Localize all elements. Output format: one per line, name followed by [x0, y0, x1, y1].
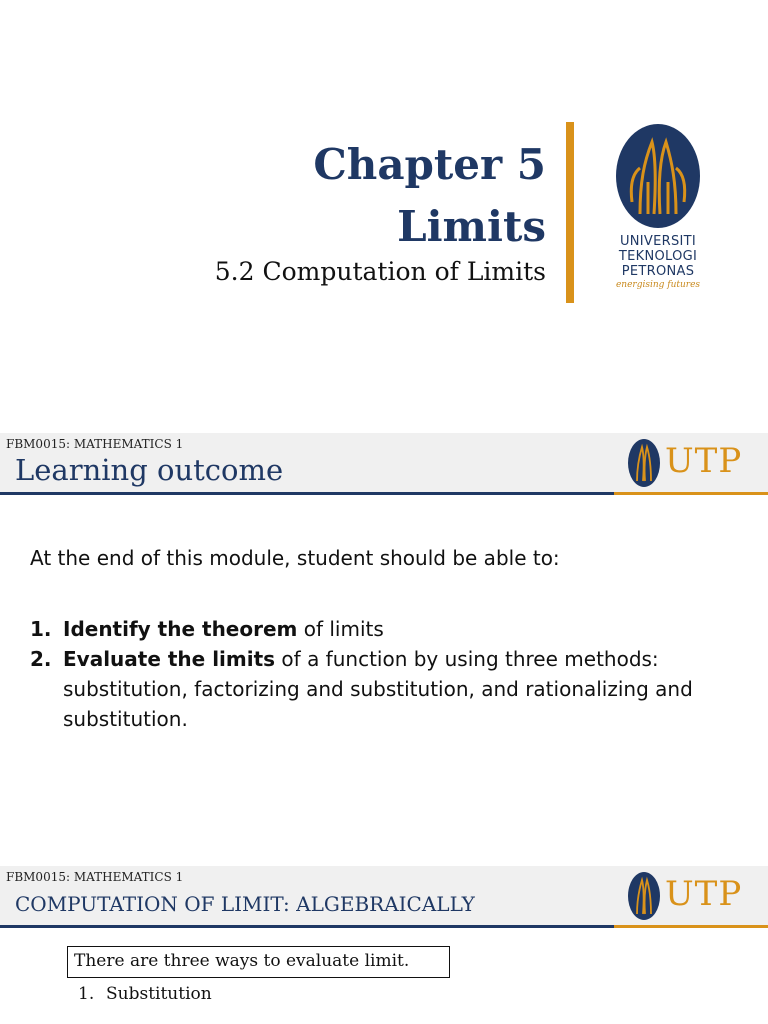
list-number: 1.	[78, 984, 95, 1004]
utp-emblem-icon	[626, 437, 662, 489]
divider	[566, 122, 574, 303]
slide-header-learning-outcome	[0, 433, 768, 495]
slide-heading: COMPUTATION OF LIMIT: ALGEBRAICALLY	[15, 892, 475, 916]
chapter-number: Chapter 5	[313, 140, 546, 189]
list-item	[78, 984, 212, 1004]
title-slide	[0, 0, 768, 400]
header-rule-blue	[0, 925, 614, 928]
list-number: 2.	[30, 647, 52, 671]
logo-name: UNIVERSITI TEKNOLOGI PETRONAS	[618, 234, 698, 279]
utp-emblem-icon	[610, 122, 706, 230]
method-list	[78, 984, 212, 1004]
outcome-text: of limits	[297, 617, 384, 641]
header-rule-gold	[614, 925, 768, 928]
chapter-subtitle: 5.2 Computation of Limits	[214, 257, 546, 286]
list-item	[30, 644, 730, 734]
outcome-key-phrase: Evaluate the limits	[63, 647, 276, 671]
utp-emblem-icon	[626, 870, 662, 922]
header-rule-gold	[614, 492, 768, 495]
slide-header-computation	[0, 866, 768, 928]
header-rule-blue	[0, 492, 614, 495]
chapter-topic: Limits	[397, 202, 546, 251]
course-code: FBM0015: MATHEMATICS 1	[6, 870, 184, 884]
slide-heading: Learning outcome	[15, 453, 284, 487]
logo-tagline: energising futures	[615, 280, 701, 290]
outcome-list	[30, 614, 730, 734]
list-item	[30, 614, 730, 644]
list-number: 1.	[30, 617, 52, 641]
utp-wordmark: UTP	[665, 874, 743, 914]
outcome-text: of a function by using three methods: substitution, factorizing and substitution, and rationalizing and substitution.	[63, 647, 693, 731]
boxed-note: There are three ways to evaluate limit.	[67, 946, 450, 978]
chapter-title	[313, 134, 546, 258]
outcome-intro: At the end of this module, student should be able to:	[30, 546, 560, 570]
outcome-key-phrase: Identify the theorem	[63, 617, 298, 641]
utp-wordmark: UTP	[665, 441, 743, 481]
course-code: FBM0015: MATHEMATICS 1	[6, 437, 184, 451]
method-label: Substitution	[106, 984, 212, 1004]
utp-logo	[610, 122, 706, 312]
